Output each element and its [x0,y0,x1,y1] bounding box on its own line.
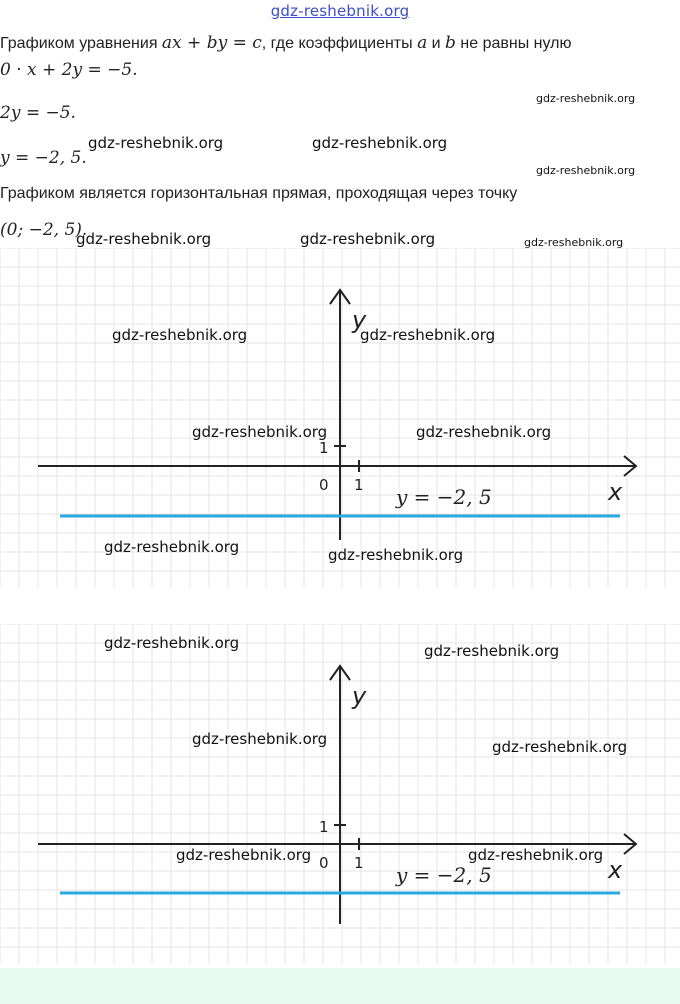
line1-prefix: Графиком уравнения [0,35,162,52]
watermark: gdz-reshebnik.org [88,134,224,152]
watermark: gdz-reshebnik.org [176,846,312,864]
watermark: gdz-reshebnik.org [112,326,248,344]
line1-suffix: не равны нулю [455,35,572,52]
graph-2-svg [0,624,680,964]
graph-1 [0,248,680,588]
coef-b: b [445,33,456,53]
header-watermark-link[interactable]: gdz-reshebnik.org [270,2,410,20]
watermark: gdz-reshebnik.org [468,846,604,864]
x-axis-label: x [608,478,623,506]
watermark: gdz-reshebnik.org [416,423,552,441]
x-tick-label: 1 [354,854,364,872]
watermark: gdz-reshebnik.org [360,326,496,344]
watermark: gdz-reshebnik.org [312,134,448,152]
watermark: gdz-reshebnik.org [524,236,624,249]
origin-label: 0 [319,854,329,872]
solution-line-6: (0; −2, 5). [0,220,88,240]
graph-2 [0,624,680,964]
origin-label: 0 [319,476,329,494]
watermark: gdz-reshebnik.org [104,634,240,652]
graph-1-svg [0,248,680,588]
watermark: gdz-reshebnik.org [328,546,464,564]
y-axis-label: y [352,682,367,710]
solution-line-1 [0,33,571,53]
watermark: gdz-reshebnik.org [192,423,328,441]
y-tick-label: 1 [319,439,329,457]
watermark: gdz-reshebnik.org [104,538,240,556]
solution-line-3: 2y = −5. [0,103,76,123]
watermark: gdz-reshebnik.org [536,164,636,177]
line-label: y = −2, 5 [396,485,492,509]
y-axis-label: y [352,306,367,334]
solution-line-4: y = −2, 5. [0,148,87,168]
watermark: gdz-reshebnik.org [424,642,560,660]
y-tick-label: 1 [319,818,329,836]
watermark: gdz-reshebnik.org [492,738,628,756]
x-axis-label: x [608,856,623,884]
bottom-band [0,968,680,1004]
watermark: gdz-reshebnik.org [76,230,212,248]
solution-line-2: 0 · x + 2y = −5. [0,60,138,80]
watermark: gdz-reshebnik.org [536,92,636,105]
line-label: y = −2, 5 [396,863,492,887]
x-tick-label: 1 [354,476,364,494]
line1-and: и [427,35,446,52]
watermark: gdz-reshebnik.org [192,730,328,748]
equation-general: ax + by = c [161,33,262,53]
coef-a: a [417,33,428,53]
watermark: gdz-reshebnik.org [300,230,436,248]
solution-line-5: Графиком является горизонтальная прямая, проходящая через точку [0,185,518,202]
line1-mid: , где коэффициенты [261,35,418,52]
